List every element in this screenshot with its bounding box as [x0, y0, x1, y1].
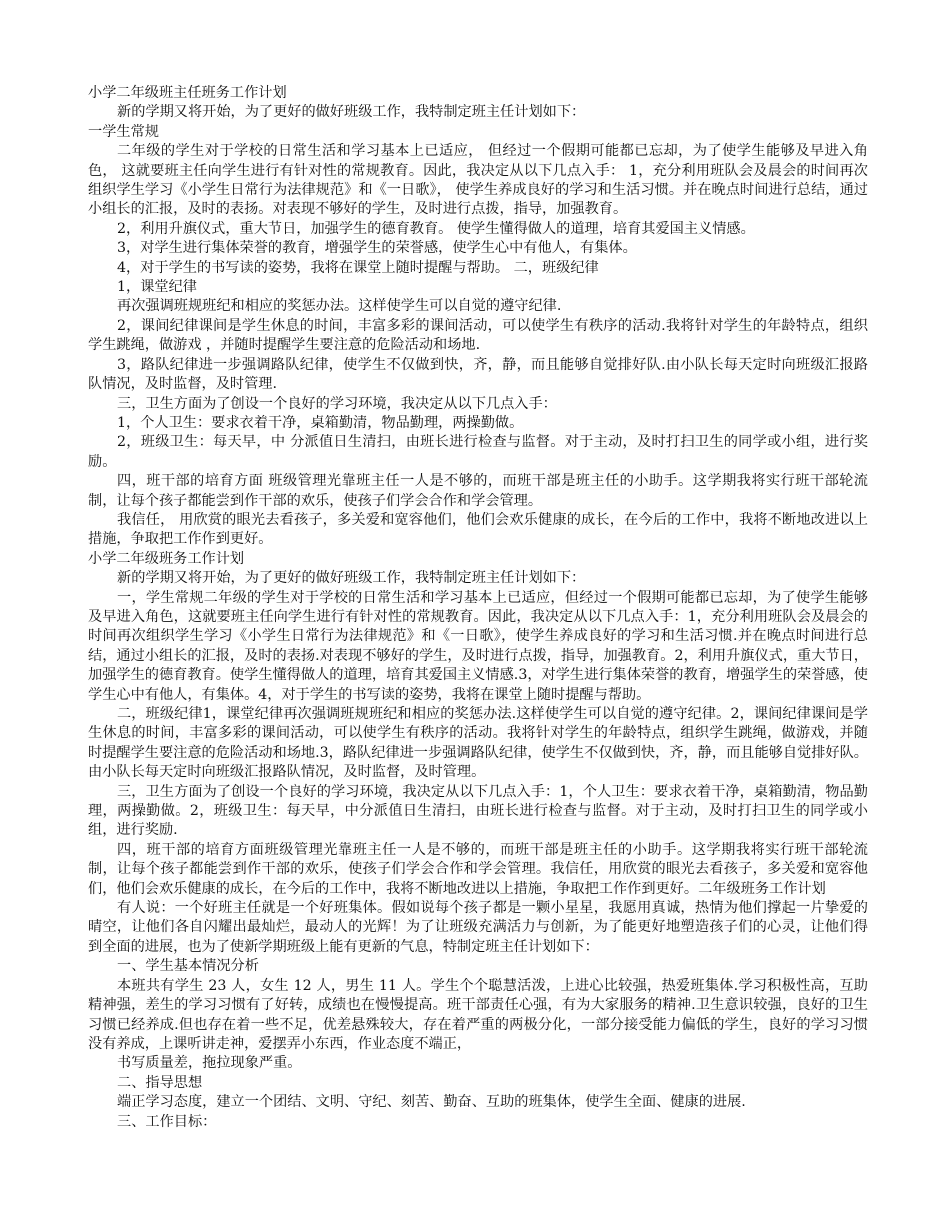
section-heading: 一学生常规 [88, 123, 159, 140]
paragraph: 有人说：一个好班主任就是一个好班集体。假如说每个孩子都是一颗小星星，我愿用真诚，热情为他们撑起一片挚爱的晴空，让他们各自闪耀出最灿烂，最动人的光辉！为了让班级充满活力与创新，为了能更好地塑造孩子们的心灵，让他们得到全面的进展，也为了使新学期班级上能有更新的气息，特制定班主任计划如下： [88, 900, 868, 955]
paragraph: 四，班干部的培育方面 班级管理光靠班主任一人是不够的，而班干部是班主任的小助手。这学期我将实行班干部轮流制，让每个孩子都能尝到作干部的欢乐，使孩子们学会合作和学会管理。 [88, 473, 868, 509]
paragraph: 1，课堂纪律 [117, 279, 197, 296]
paragraph: 1，个人卫生：要求衣着干净，桌箱勤清，物品勤理，两操勤做。 [117, 414, 524, 431]
paragraph: 我信任， 用欣赏的眼光去看孩子，多关爱和宽容他们，他们会欢乐健康的成长，在今后的工作中，我将不断地改进以上措施，争取把工作作到更好。 [88, 511, 868, 548]
paragraph: 书写质量差，拖拉现象严重。 [117, 1055, 302, 1072]
paragraph: 再次强调班规班纪和相应的奖惩办法。这样使学生可以自觉的遵守纪律. [117, 298, 562, 315]
document-page [88, 84, 868, 1132]
paragraph: 4，对于学生的书写读的姿势，我将在课堂上随时提醒与帮助。 二，班级纪律 [117, 259, 599, 276]
section-heading: 三、工作目标： [117, 1113, 217, 1130]
paragraph: 2，课间纪律课间是学生休息的时间，丰富多彩的课间活动，可以使学生有秩序的活动.我将针对学生的年龄特点，组织学生跳绳，做游戏 ，并随时提醒学生要注意的危险活动和场地. [88, 317, 868, 354]
paragraph: 本班共有学生 23 人，女生 12 人，男生 11 人。学生个个聪慧活泼，上进心比较强，热爱班集体.学习积极性高，互助精神强，差生的学习习惯有了好转，成绩也在慢慢提高。班干部责任心强，有为大家服务的精神.卫生意识较强，良好的卫生习惯已经养成.但也存在着一些不足，优差悬殊较大，存在着严重的两极分化，一部分接受能力偏低的学生，良好的学习习惯没有养成，上课听讲走神，爱摆弄小东西，作业态度不端正， [88, 977, 868, 1052]
paragraph: 3，路队纪律进一步强调路队纪律，使学生不仅做到快，齐，静，而且能够自觉排好队.由小队长每天定时向班级汇报路队情况，及时监督，及时管理. [88, 356, 868, 393]
paragraph: 新的学期又将开始，为了更好的做好班级工作，我特制定班主任计划如下： [117, 104, 586, 121]
section-title: 小学二年级班务工作计划 [88, 550, 245, 567]
paragraph: 四，班干部的培育方面班级管理光靠班主任一人是不够的，而班干部是班主任的小助手。这学期我将实行班干部轮流制，让每个孩子都能尝到作干部的欢乐，使孩子们学会合作和学会管理。我信任，用欣赏的眼光去看孩子，多关爱和宽容他们，他们会欢乐健康的成长，在今后的工作中，我将不断地改进以上措施，争取把工作作到更好。二年级班务工作计划 [88, 841, 868, 897]
paragraph: 二，班级纪律1，课堂纪律再次强调班规班纪和相应的奖惩办法.这样使学生可以自觉的遵守纪律。2，课间纪律课间是学生休息的时间，丰富多彩的课间活动，可以使学生有秩序的活动。我将针对学生的年龄特点，组织学生跳绳，做游戏，并随时提醒学生要注意的危险活动和场地.3，路队纪律进一步强调路队纪律，使学生不仅做到快，齐，静，而且能够自觉排好队。由小队长每天定时向班级汇报路队情况，及时监督，及时管理。 [88, 706, 868, 781]
paragraph: 一，学生常规二年级的学生对于学校的日常生活和学习基本上已适应，但经过一个假期可能都已忘却，为了使学生能够及早进入角色，这就要班主任向学生进行有针对性的常规教育。因此，我决定从以下几点入手：1，充分利用班队会及晨会的时间再次组织学生学习《小学生日常行为法律规范》和《一日歌》，使学生养成良好的学习和生活习惯.并在晚点时间进行总结，通过小组长的汇报，及时的表扬.对表现不够好的学生，及时进行点拨，指导，加强教育。2，利用升旗仪式，重大节日，加强学生的德育教育。使学生懂得做人的道理，培育其爱国主义情感.3，对学生进行集体荣誉的教育，增强学生的荣誉感，使学生心中有他人，有集体。4，对于学生的书写读的姿势，我将在课堂上随时提醒与帮助。 [88, 589, 868, 703]
paragraph: 2，利用升旗仪式，重大节日，加强学生的德育教育。 使学生懂得做人的道理，培育其爱国主义情感。 [117, 220, 755, 237]
paragraph: 二年级的学生对于学校的日常生活和学习基本上已适应， 但经过一个假期可能都已忘却，为了使学生能够及早进入角色， 这就要班主任向学生进行有针对性的常规教育。因此，我决定从以下几点入手： 1，充分利用班队会及晨会的时间再次组织学生学习《小学生日常行为法律规范》和《一日歌》， 使学生养成良好的学习和生活习惯。并在晚点时间进行总结，通过小组长的汇报，及时的表扬。对表现不够好的学生，及时进行点拨，指导，加强教育。 [88, 143, 868, 218]
paragraph: 3，对学生进行集体荣誉的教育，增强学生的荣誉感，使学生心中有他人，有集体。 [117, 240, 637, 257]
paragraph: 三，卫生方面为了创设一个良好的学习环境，我决定从以下几点入手： [117, 395, 557, 412]
document-title: 小学二年级班主任班务工作计划 [88, 85, 287, 101]
section-heading: 二、指导思想 [117, 1074, 203, 1091]
paragraph: 端正学习态度，建立一个团结、文明、守纪、刻苦、勤奋、互助的班集体，使学生全面、健康的进展. [117, 1094, 746, 1111]
paragraph: 新的学期又将开始，为了更好的做好班级工作，我特制定班主任计划如下： [117, 570, 586, 587]
section-heading: 一、学生基本情况分析 [117, 958, 259, 975]
paragraph: 2，班级卫生：每天早，中 分派值日生清扫，由班长进行检查与监督。对于主动，及时打扫卫生的同学或小组，进行奖励。 [88, 434, 868, 470]
paragraph: 三，卫生方面为了创设一个良好的学习环境，我决定从以下几点入手：1，个人卫生：要求衣着干净，桌箱勤清，物品勤理，两操勤做。2，班级卫生：每天早，中分派值日生清扫，由班长进行检查与监督。对于主动，及时打扫卫生的同学或小组，进行奖励. [88, 783, 868, 839]
